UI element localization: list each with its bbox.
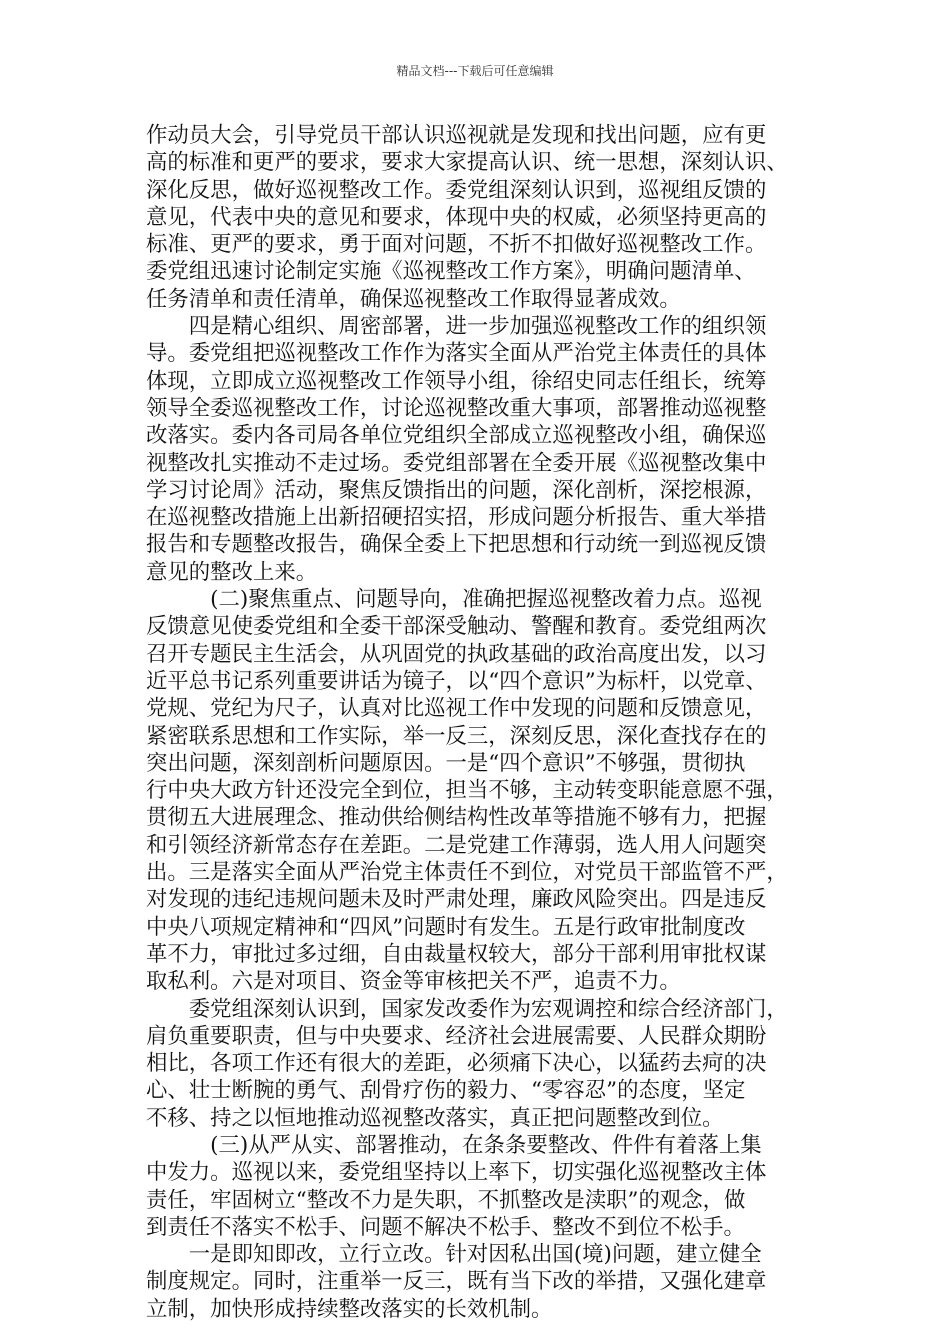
text-line: 改落实。委内各司局各单位党组织全部成立巡视整改小组，确保巡 — [146, 423, 767, 449]
text-line: 责任，牢固树立“整改不力是失职，不抓整改是渎职”的观念，做 — [146, 1187, 746, 1213]
text-line: 到责任不落实不松手、问题不解决不松手、整改不到位不松手。 — [146, 1214, 745, 1240]
text-line: 和引领经济新常态存在差距。二是党建工作薄弱，选人用人问题突 — [146, 832, 767, 858]
text-line: 学习讨论周》活动，聚焦反馈指出的问题，深化剖析，深挖根源， — [146, 477, 767, 503]
text-line: 委党组深刻认识到，国家发改委作为宏观调控和综合经济部门， — [146, 996, 788, 1022]
text-line: 体现，立即成立巡视整改工作领导小组，徐绍史同志任组长，统筹 — [146, 368, 767, 394]
text-line: 相比，各项工作还有很大的差距，必须痛下决心，以猛药去疴的决 — [146, 1051, 767, 1077]
text-line: 不移、持之以恒地推动巡视整改落实，真正把问题整改到位。 — [146, 1105, 724, 1131]
page-header-watermark: 精品文档---下载后可任意编辑 — [396, 64, 554, 78]
text-line: 视整改扎实推动不走过场。委党组部署在全委开展《巡视整改集中 — [146, 450, 767, 476]
text-line: 四是精心组织、周密部署，进一步加强巡视整改工作的组织领 — [146, 314, 767, 340]
text-line: 意见，代表中央的意见和要求，体现中央的权威，必须坚持更高的 — [146, 204, 767, 230]
text-line: 突出问题，深刻剖析问题原因。一是“四个意识”不够强，贯彻执 — [146, 750, 746, 776]
text-line: 立制，加快形成持续整改落实的长效机制。 — [146, 1296, 553, 1322]
text-line: 委党组迅速讨论制定实施《巡视整改工作方案》，明确问题清单、 — [146, 259, 756, 285]
text-line: 紧密联系思想和工作实际，举一反三，深刻反思，深化查找存在的 — [146, 723, 767, 749]
text-line: 任务清单和责任清单，确保巡视整改工作取得显著成效。 — [146, 286, 681, 312]
text-line: 中央八项规定精神和“四风”问题时有发生。五是行政审批制度改 — [146, 914, 746, 940]
text-line: 在巡视整改措施上出新招硬招实招，形成问题分析报告、重大举措 — [146, 505, 767, 531]
text-line: 取私利。六是对项目、资金等审核把关不严，追责不力。 — [146, 969, 681, 995]
text-line: 召开专题民主生活会，从巩固党的执政基础的政治高度出发，以习 — [146, 641, 767, 667]
text-line: 制度规定。同时，注重举一反三，既有当下改的举措，又强化建章 — [146, 1269, 767, 1295]
text-line: 反馈意见使委党组和全委干部深受触动、警醒和教育。委党组两次 — [146, 614, 767, 640]
text-line: 深化反思，做好巡视整改工作。委党组深刻认识到，巡视组反馈的 — [146, 177, 767, 203]
text-line: (二)聚焦重点、问题导向，准确把握巡视整改着力点。巡视 — [146, 587, 762, 613]
text-line: 领导全委巡视整改工作，讨论巡视整改重大事项，部署推动巡视整 — [146, 395, 767, 421]
text-line: 出。三是落实全面从严治党主体责任不到位，对党员干部监管不严， — [146, 860, 788, 886]
document-body — [146, 122, 806, 1323]
text-line: 对发现的违纪违规问题未及时严肃处理，廉政风险突出。四是违反 — [146, 887, 767, 913]
text-line: 行中央大政方针还没完全到位，担当不够，主动转变职能意愿不强， — [146, 778, 788, 804]
text-line: 肩负重要职责，但与中央要求、经济社会进展需要、人民群众期盼 — [146, 1023, 767, 1049]
text-line: 革不力，审批过多过细，自由裁量权较大，部分干部利用审批权谋 — [146, 941, 767, 967]
text-line: 党规、党纪为尺子，认真对比巡视工作中发现的问题和反馈意见， — [146, 696, 767, 722]
text-line: 报告和专题整改报告，确保全委上下把思想和行动统一到巡视反馈 — [146, 532, 767, 558]
text-line: 导。委党组把巡视整改工作作为落实全面从严治党主体责任的具体 — [146, 341, 767, 367]
text-line: 意见的整改上来。 — [146, 559, 318, 585]
text-line: 标准、更严的要求，勇于面对问题，不折不扣做好巡视整改工作。 — [146, 232, 767, 258]
text-line: 中发力。巡视以来，委党组坚持以上率下，切实强化巡视整改主体 — [146, 1160, 767, 1186]
text-line: (三)从严从实、部署推动，在条条要整改、件件有着落上集 — [146, 1132, 762, 1158]
text-line: 心、壮士断腕的勇气、刮骨疗伤的毅力、“零容忍”的态度，坚定 — [146, 1078, 746, 1104]
text-line: 近平总书记系列重要讲话为镜子，以“四个意识”为标杆，以党章、 — [146, 668, 767, 694]
text-line: 贯彻五大进展理念、推动供给侧结构性改革等措施不够有力，把握 — [146, 805, 767, 831]
text-line: 高的标准和更严的要求，要求大家提高认识、统一思想，深刻认识、 — [146, 150, 788, 176]
text-line: 一是即知即改，立行立改。针对因私出国(境)问题，建立健全 — [146, 1242, 762, 1268]
text-line: 作动员大会，引导党员干部认识巡视就是发现和找出问题，应有更 — [146, 123, 767, 148]
